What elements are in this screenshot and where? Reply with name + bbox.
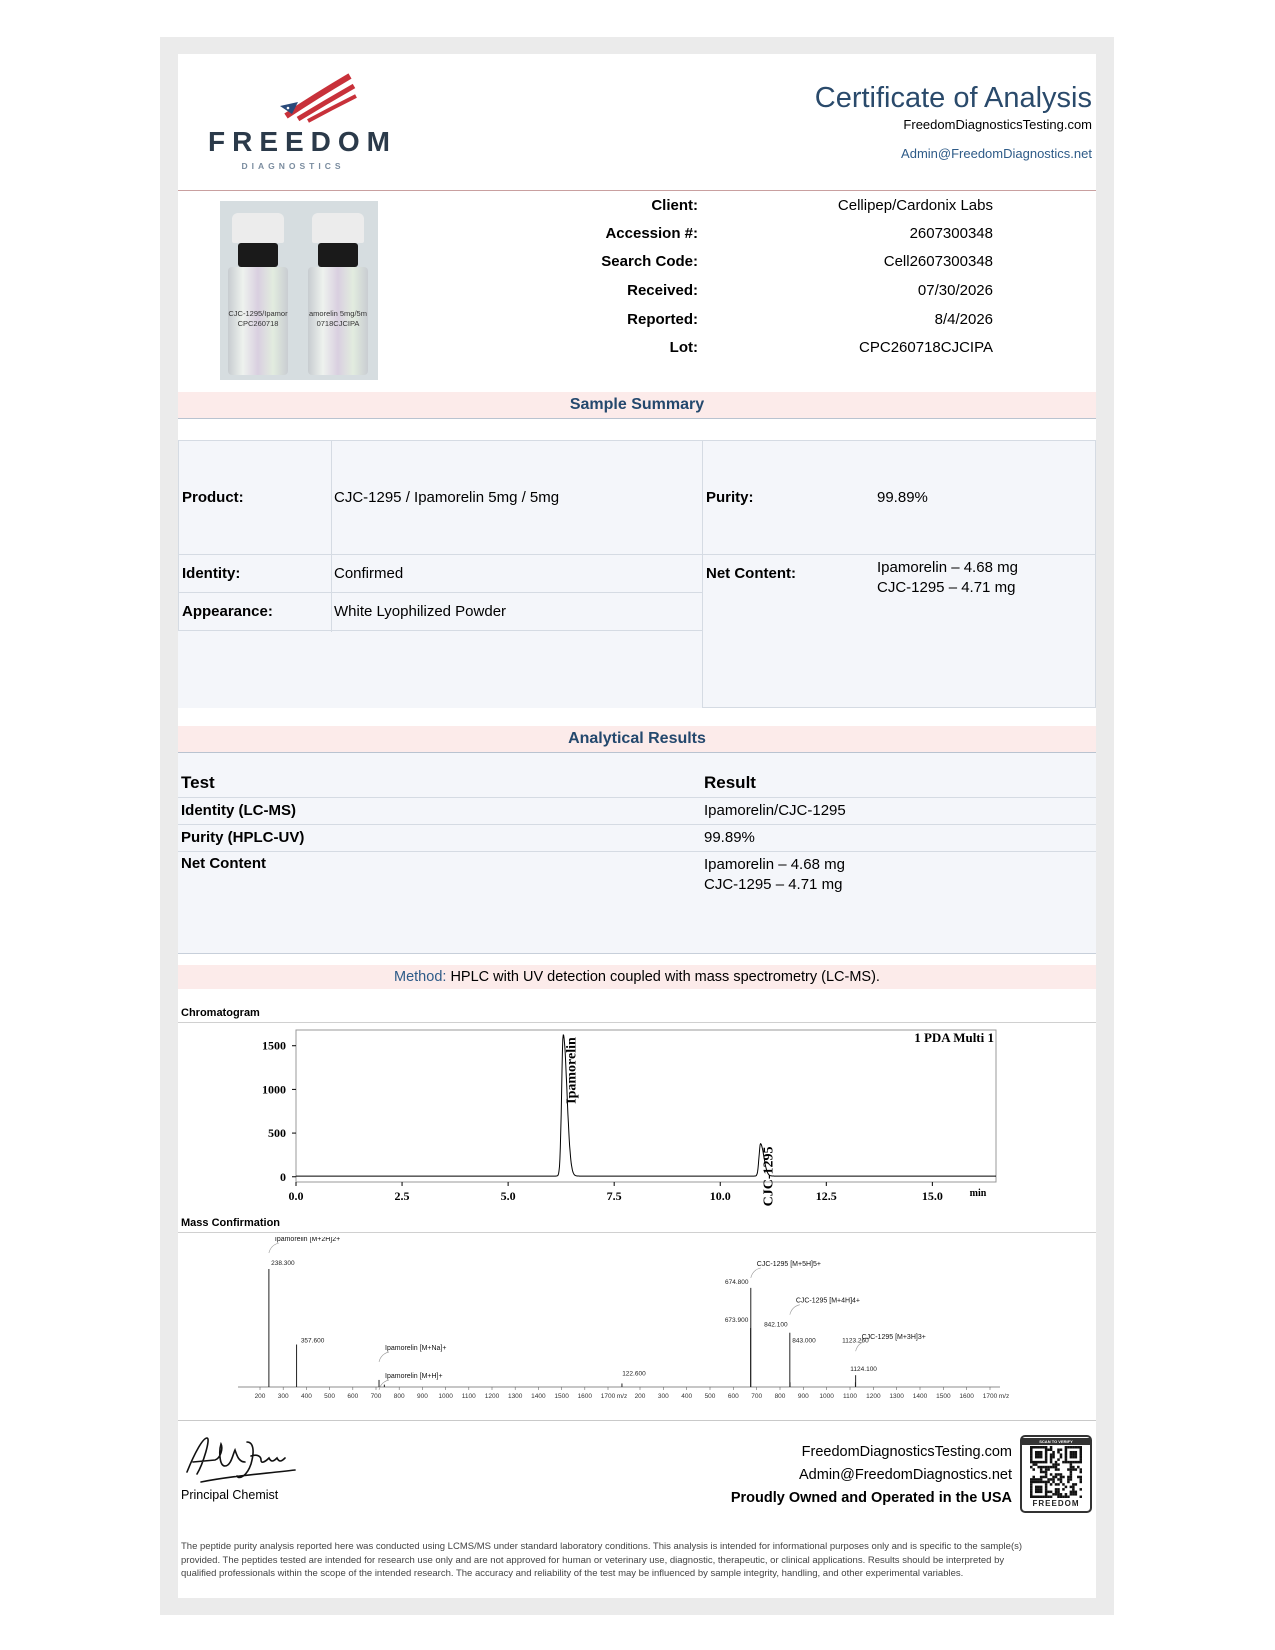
product-photo <box>220 201 378 380</box>
ms-x-tick-label: 900 <box>416 1393 428 1400</box>
ms-x-axis-label: m/z <box>616 1393 628 1400</box>
info-value-lot: CPC260718CJCIPA <box>859 339 993 356</box>
info-label-reported: Reported: <box>627 311 698 328</box>
ms-x-tick-label: 200 <box>634 1393 646 1400</box>
info-label-search-code: Search Code: <box>601 253 698 270</box>
chromatogram-x-axis-label: min <box>969 1188 987 1199</box>
summary-purity-cell <box>702 440 1096 555</box>
ms-x-tick-label: 1200 <box>484 1393 500 1400</box>
footer-website: FreedomDiagnosticsTesting.com <box>801 1444 1012 1460</box>
ms-x-tick-label: 1200 <box>866 1393 881 1400</box>
column-header-result: Result <box>704 773 756 792</box>
peak-label: Ipamorelin <box>564 1037 580 1104</box>
ms-x-axis-label: m/z <box>998 1393 1010 1400</box>
chromatogram-x-tick-label: 2.5 <box>394 1189 410 1203</box>
ms-peak-label: 673.900 <box>724 1317 749 1324</box>
vial-right-label: amorelin 5mg/5m 0718CJCIPA <box>309 309 367 328</box>
chromatogram-x-tick-label: 7.5 <box>606 1189 622 1203</box>
appearance-label: Appearance: <box>182 603 273 620</box>
summary-appearance-cell <box>178 592 703 631</box>
summary-identity-cell <box>178 554 703 593</box>
logo-subtext: DIAGNOSTICS <box>241 161 345 171</box>
chromatogram-x-tick-label: 5.0 <box>500 1189 516 1203</box>
mass-spectra-chart <box>178 1237 1096 1409</box>
chromatogram-plot-frame <box>296 1030 996 1182</box>
chromatogram-y-tick-label: 1000 <box>262 1082 286 1097</box>
footer-tagline: Proudly Owned and Operated in the USA <box>730 1490 1012 1506</box>
purity-label: Purity: <box>706 489 754 506</box>
result-purity: 99.89% <box>704 829 755 846</box>
chromatogram-x-tick-label: 12.5 <box>815 1189 837 1203</box>
chromatogram-y-tick-label: 1500 <box>262 1038 286 1053</box>
chromatogram-x-tick-label: 15.0 <box>921 1189 943 1203</box>
vial-right <box>308 213 368 375</box>
net-content-label: Net Content: <box>706 565 796 582</box>
qr-top-text: SCAN TO VERIFY <box>1022 1438 1090 1445</box>
signature <box>181 1428 301 1488</box>
header-divider <box>178 190 1096 191</box>
product-label: Product: <box>182 489 244 506</box>
ms-annotation-label: Ipamorelin [M+2H]2+ <box>274 1237 341 1243</box>
ms-x-tick-label: 900 <box>797 1393 809 1400</box>
ms-x-tick-label: 1100 <box>843 1393 857 1400</box>
net-content-value: Ipamorelin – 4.68 mg CJC-1295 – 4.71 mg <box>877 559 1018 596</box>
ms-x-tick-label: 1600 <box>959 1393 974 1400</box>
ms-x-tick-label: 600 <box>727 1393 739 1400</box>
ms-peak-label: 1124.100 <box>850 1366 877 1374</box>
ms-peak-label: 674.800 <box>725 1278 749 1286</box>
ms-peak-label: 122.600 <box>622 1370 646 1378</box>
qr-code-icon <box>1030 1446 1082 1498</box>
ms-x-tick-label: 1400 <box>531 1393 546 1400</box>
eagle-flag-icon <box>208 64 378 124</box>
test-identity: Identity (LC-MS) <box>181 802 296 819</box>
test-purity: Purity (HPLC-UV) <box>181 829 305 846</box>
ms-peak-label: 1123.260 <box>842 1337 869 1345</box>
logo <box>208 64 397 174</box>
header-email: Admin@FreedomDiagnostics.net <box>901 146 1092 161</box>
ms-x-tick-label: 400 <box>300 1393 312 1400</box>
disclaimer: The peptide purity analysis reported here was conducted using LCMS/MS under standard laboratory conditions. This analysis is intended for informational purposes only and is specific to the sample(s) provided. The peptides tested are intended for research use only and are not approved for human or veterinary use, diagnostic, therapeutic, or clinical applications. Results should be interpreted by qualified professionals within the scope of the intended research. The accuracy and reliability of the test may be influenced by sample integrity, handling, and other experimental variables. <box>181 1541 1023 1579</box>
ms-peak-label: 238.300 <box>271 1260 295 1267</box>
sample-summary-heading: Sample Summary <box>178 392 1096 419</box>
ms-x-tick-label: 600 <box>347 1393 359 1400</box>
document-title: Certificate of Analysis <box>814 82 1092 114</box>
ms-x-tick-label: 1500 <box>554 1393 569 1400</box>
ms-annotation-label: Ipamorelin [M+Na]+ <box>385 1344 447 1352</box>
info-label-received: Received: <box>627 282 698 299</box>
ms-x-tick-label: 1100 <box>461 1393 476 1400</box>
sample-summary-table <box>178 440 1096 708</box>
ms-x-tick-label: 1500 <box>936 1393 951 1400</box>
purity-value: 99.89% <box>877 489 928 506</box>
chromatogram-x-tick-label: 0.0 <box>288 1189 304 1203</box>
info-label-lot: Lot: <box>669 339 698 356</box>
chromatogram-caption: Chromatogram <box>181 1007 260 1019</box>
ms-annotation-label: CJC-1295 [M+3H]3+ <box>861 1334 926 1342</box>
ms-x-tick-label: 1700 <box>982 1393 998 1400</box>
summary-product-cell <box>178 440 703 555</box>
info-value-received: 07/30/2026 <box>917 282 993 299</box>
appearance-value: White Lyophilized Powder <box>334 603 507 620</box>
info-value-search-code: Cell2607300348 <box>883 253 993 270</box>
info-label-accession: Accession #: <box>605 225 698 242</box>
vial-left <box>228 213 288 375</box>
mass-confirmation-caption: Mass Confirmation <box>181 1217 281 1229</box>
signer-title: Principal Chemist <box>181 1488 279 1502</box>
ms-annotation-leader <box>751 1268 761 1278</box>
ms-x-tick-label: 800 <box>393 1393 405 1400</box>
header-website: FreedomDiagnosticsTesting.com <box>903 117 1092 132</box>
ms-annotation-label: Ipamorelin [M+H]+ <box>385 1372 443 1380</box>
ms-x-tick-label: 1700 <box>600 1393 616 1400</box>
method-bar <box>178 965 1096 989</box>
ms-annotation-label: CJC-1295 [M+5H]5+ <box>756 1260 821 1268</box>
qr-badge <box>1020 1435 1092 1513</box>
ms-x-tick-label: 1600 <box>577 1393 593 1400</box>
qr-caption: FREEDOM <box>1032 1499 1080 1508</box>
ms-x-tick-label: 200 <box>254 1393 266 1400</box>
info-value-client: Cellipep/Cardonix Labs <box>837 197 993 214</box>
ms-x-tick-label: 400 <box>681 1393 693 1400</box>
ms-x-tick-label: 300 <box>277 1393 289 1400</box>
footer-email: Admin@FreedomDiagnostics.net <box>799 1467 1012 1483</box>
ms-x-tick-label: 1000 <box>819 1393 834 1400</box>
chromatogram-chart <box>178 1026 1096 1224</box>
analytical-results-table <box>178 753 1096 954</box>
method-label: Method: <box>394 969 447 985</box>
chromatogram-legend: 1 PDA Multi 1 <box>914 1030 994 1045</box>
ms-x-tick-label: 700 <box>370 1393 382 1400</box>
ms-annotation-leader <box>379 1352 389 1362</box>
summary-net-content-cell <box>702 554 1096 708</box>
identity-label: Identity: <box>182 565 241 582</box>
info-label-client: Client: <box>651 197 698 214</box>
ms-annotation-label: CJC-1295 [M+4H]4+ <box>795 1297 861 1305</box>
certificate-page <box>178 54 1096 1598</box>
info-value-accession: 2607300348 <box>909 225 993 242</box>
ms-peak-label: 842.100 <box>764 1321 788 1329</box>
info-value-reported: 8/4/2026 <box>934 311 993 328</box>
ms-x-tick-label: 500 <box>704 1393 716 1400</box>
logo-word: FREEDOM <box>208 126 397 157</box>
column-header-test: Test <box>181 773 215 792</box>
ms-annotation-leader <box>790 1305 800 1315</box>
identity-value: Confirmed <box>334 565 404 582</box>
ms-x-tick-label: 1400 <box>912 1393 928 1400</box>
ms-x-tick-label: 1300 <box>507 1393 523 1400</box>
peak-label: CJC-1295 <box>761 1146 777 1207</box>
result-identity: Ipamorelin/CJC-1295 <box>704 802 846 819</box>
ms-peak-label: 357.600 <box>300 1337 325 1345</box>
chromatogram-y-tick-label: 500 <box>268 1126 286 1141</box>
chromatogram-x-tick-label: 10.0 <box>709 1189 731 1203</box>
result-net-content: Ipamorelin – 4.68 mg CJC-1295 – 4.71 mg <box>704 856 845 893</box>
analytical-results-heading: Analytical Results <box>178 726 1096 753</box>
ms-x-tick-label: 700 <box>751 1393 763 1400</box>
product-value: CJC-1295 / Ipamorelin 5mg / 5mg <box>334 489 560 506</box>
ms-x-tick-label: 1000 <box>438 1393 453 1400</box>
method-text: HPLC with UV detection coupled with mass spectrometry (LC-MS). <box>450 969 880 985</box>
ms-x-tick-label: 300 <box>657 1393 669 1400</box>
ms-x-tick-label: 800 <box>774 1393 786 1400</box>
vial-left-label: CJC-1295/Ipamor CPC260718 <box>228 309 288 328</box>
ms-annotation-leader <box>269 1243 279 1253</box>
ms-x-tick-label: 1300 <box>889 1393 904 1400</box>
test-net-content: Net Content <box>181 855 266 872</box>
ms-x-tick-label: 500 <box>324 1393 336 1400</box>
ms-peak-label: 843.000 <box>792 1337 816 1345</box>
chromatogram-y-tick-label: 0 <box>280 1169 286 1184</box>
